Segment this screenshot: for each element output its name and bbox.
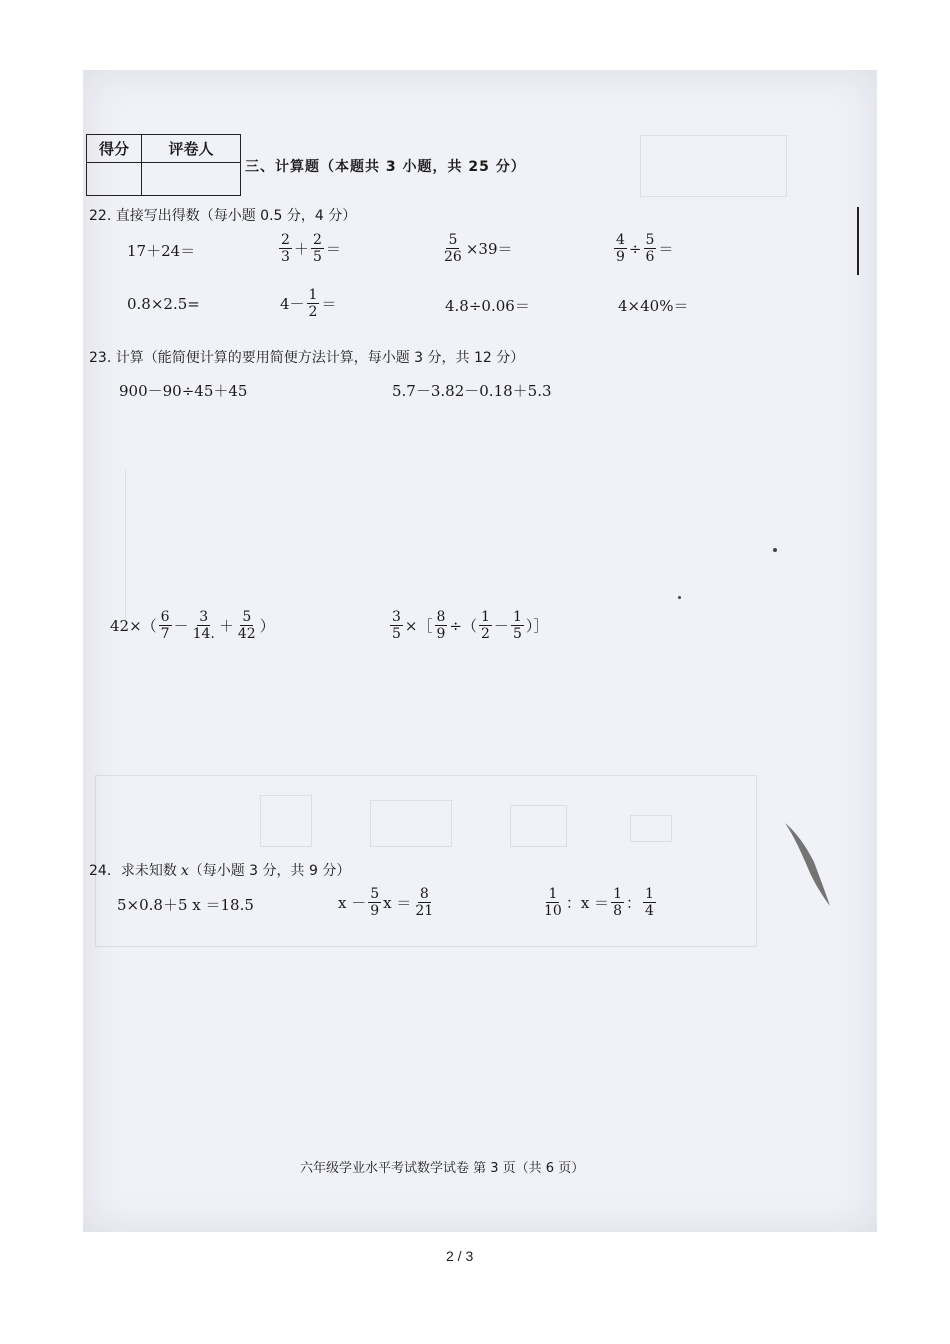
denominator: 21: [415, 903, 434, 919]
bleed-through-box: [630, 815, 672, 842]
q23-expr-4: [388, 609, 548, 642]
operator: ＋: [293, 240, 309, 258]
fraction: [511, 609, 524, 642]
fraction: [311, 232, 324, 265]
denominator: 26: [444, 249, 462, 265]
q22-expr-8: [618, 295, 688, 316]
expr-text: 4.8÷0.06＝: [445, 297, 530, 315]
numerator: 4: [616, 232, 625, 248]
fraction: [614, 232, 627, 265]
denominator: 9: [436, 626, 446, 642]
expr-text: x ＝: [383, 894, 412, 912]
numerator: 5: [242, 609, 252, 625]
q24-title: [89, 860, 350, 880]
fraction: [413, 886, 435, 919]
equals: ＝: [321, 295, 337, 313]
denominator: 3: [281, 249, 290, 265]
q23-expr-2: [392, 380, 552, 401]
numerator: 8: [436, 609, 446, 625]
score-cell: [87, 163, 142, 196]
q24-expr-1: [117, 894, 254, 915]
fraction: [644, 232, 657, 265]
numerator: 3: [199, 609, 209, 625]
numerator: 1: [645, 886, 654, 902]
expr-text: ×39＝: [465, 240, 513, 258]
fraction: [159, 609, 172, 642]
q22-expr-4: [612, 232, 673, 265]
viewer-page-number: 2 / 3: [446, 1248, 474, 1264]
bleed-through-box: [125, 470, 146, 620]
numerator: 2: [312, 232, 322, 248]
fraction: [442, 232, 464, 265]
expr-text: ×［: [404, 617, 433, 635]
fraction: [307, 287, 320, 320]
numerator: 1: [308, 287, 318, 303]
expr-text: x －: [338, 894, 367, 912]
q23-expr-1: [119, 380, 247, 401]
numerator: 1: [548, 886, 558, 902]
denominator: 8: [613, 903, 622, 919]
expr-text: 4－: [280, 295, 305, 313]
scan-speck: [773, 548, 777, 552]
denominator: 5: [512, 626, 522, 642]
numerator: 8: [419, 886, 429, 902]
fraction: [611, 886, 624, 919]
score-header: 得分: [87, 135, 142, 163]
equals: ＝: [325, 240, 341, 258]
expr-text: ）］: [525, 617, 549, 635]
fraction: [479, 609, 492, 642]
numerator: 1: [481, 609, 490, 625]
expr-text: 5×0.8＋5 x ＝18.5: [117, 896, 254, 914]
expr-text: 42×（: [110, 617, 157, 635]
page-edge-mark: [857, 207, 859, 275]
q22-expr-6: [280, 287, 336, 320]
denominator: 5: [392, 626, 401, 642]
numerator: 5: [370, 886, 380, 902]
denominator: 2: [481, 626, 490, 642]
numerator: 6: [160, 609, 170, 625]
denominator: 10: [544, 903, 562, 919]
grader-header: 评卷人: [142, 135, 241, 163]
q24-expr-2: [338, 886, 437, 919]
denominator: 14.: [192, 626, 215, 642]
expr-text: 900－90÷45＋45: [119, 382, 248, 400]
expr-text: ）: [259, 617, 275, 635]
q23-expr-3: [110, 609, 275, 642]
q22-title: 22. 直接写出得数（每小题 0.5 分，4 分）: [89, 208, 357, 224]
numerator: 5: [645, 232, 655, 248]
operator: ＋: [218, 617, 234, 635]
fraction: [191, 609, 217, 642]
bleed-through-box: [640, 135, 787, 197]
fraction: [236, 609, 258, 642]
bleed-through-box: [510, 805, 567, 847]
q24-title-tail: （每小题 3 分，共 9 分）: [188, 863, 351, 879]
q23-title: 23. 计算（能简便计算的要用简便方法计算，每小题 3 分，共 12 分）: [89, 350, 525, 366]
fraction: [435, 609, 448, 642]
denominator: 2: [308, 304, 318, 320]
expr-text: 0.8×2.5=: [127, 295, 200, 313]
q22-expr-5: [127, 295, 200, 313]
denominator: 9: [616, 249, 625, 265]
operator: －: [173, 617, 189, 635]
q22-expr-1: [127, 240, 195, 261]
numerator: 1: [613, 886, 622, 902]
fraction: [368, 886, 381, 919]
q22-expr-2: [277, 232, 341, 265]
equals: ＝: [658, 240, 674, 258]
expr-text: 4×40%＝: [618, 297, 689, 315]
scan-speck: [678, 596, 681, 599]
denominator: 9: [370, 903, 380, 919]
expr-text: 5.7－3.82－0.18＋5.3: [392, 382, 552, 400]
numerator: 3: [392, 609, 401, 625]
q24-title-variable: x: [180, 863, 189, 879]
expr-text: ：: [625, 894, 641, 912]
expr-text: 17＋24＝: [127, 242, 196, 260]
operator: ÷: [628, 239, 642, 258]
numerator: 1: [512, 609, 522, 625]
bleed-through-box: [260, 795, 312, 847]
fraction: [542, 886, 564, 919]
fraction: [390, 609, 403, 642]
page-footer: 六年级学业水平考试数学试卷 第 3 页（共 6 页）: [300, 1161, 585, 1176]
section-title: 三、计算题（本题共 3 小题，共 25 分）: [245, 159, 526, 175]
expr-text: ÷（: [449, 617, 477, 635]
q24-expr-3: [540, 886, 658, 919]
q22-expr-3: [440, 232, 512, 265]
bleed-through-box: [370, 800, 452, 847]
fraction: [643, 886, 656, 919]
numerator: 2: [281, 232, 290, 248]
denominator: 5: [312, 249, 322, 265]
denominator: 6: [645, 249, 655, 265]
fraction: [279, 232, 292, 265]
scan-blot: [780, 818, 840, 913]
q24-title-text: 24．求未知数: [89, 863, 177, 879]
numerator: 5: [448, 232, 458, 248]
denominator: 7: [160, 626, 170, 642]
grader-cell: [142, 163, 241, 196]
operator: －: [493, 617, 509, 635]
score-table: [86, 134, 241, 196]
q22-expr-7: [445, 295, 530, 316]
denominator: 42: [237, 626, 256, 642]
denominator: 4: [645, 903, 654, 919]
expr-text: ：x ＝: [565, 894, 610, 912]
